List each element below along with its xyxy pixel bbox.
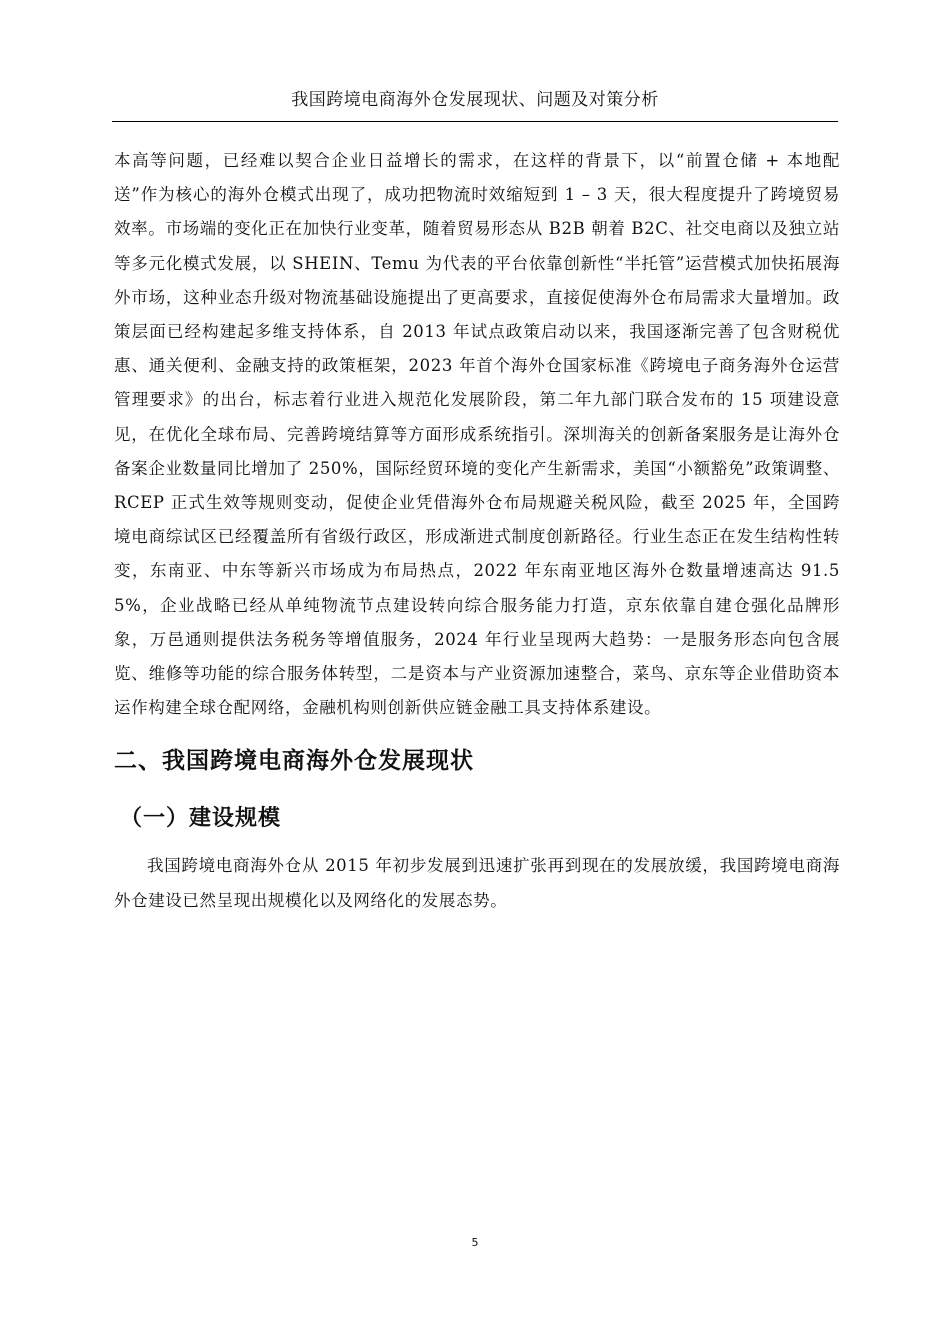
document-body xyxy=(114,144,840,918)
body-paragraph: 本高等问题，已经难以契合企业日益增长的需求，在这样的背景下，以“前置仓储 + 本地配送”作为核心的海外仓模式出现了，成功把物流时效缩短到 1 – 3 天，很大程度提升了跨境贸易效率。市场端的变化正在加快行业变革，随着贸易形态从 B2B 朝着 B2C、社交电商以及独立站等多元化模式发展，以 SHEIN、Temu 为代表的平台依靠创新性“半托管”运营模式加快拓展海外市场，这种业态升级对物流基础设施提出了更高要求，直接促使海外仓布局需求大量增加。政策层面已经构建起多维支持体系，自 2013 年试点政策启动以来，我国逐渐完善了包含财税优惠、通关便利、金融支持的政策框架，2023 年首个海外仓国家标准《跨境电子商务海外仓运营管理要求》的出台，标志着行业进入规范化发展阶段，第二年九部门联合发布的 15 项建设意见，在优化全球布局、完善跨境结算等方面形成系统指引。深圳海关的创新备案服务是让海外仓备案企业数量同比增加了 250%，国际经贸环境的变化产生新需求，美国“小额豁免”政策调整、RCEP 正式生效等规则变动，促使企业凭借海外仓布局规避关税风险，截至 2025 年，全国跨境电商综试区已经覆盖所有省级行政区，形成渐进式制度创新路径。行业生态正在发生结构性转变，东南亚、中东等新兴市场成为布局热点，2022 年东南亚地区海外仓数量增速高达 91.55%，企业战略已经从单纯物流节点建设转向综合服务能力打造，京东依靠自建仓强化品牌形象，万邑通则提供法务税务等增值服务，2024 年行业呈现两大趋势：一是服务形态向包含展览、维修等功能的综合服务体转型，二是资本与产业资源加速整合，菜鸟、京东等企业借助资本运作构建全球仓配网络，金融机构则创新供应链金融工具支持体系建设。 xyxy=(114,151,840,718)
running-header: 我国跨境电商海外仓发展现状、问题及对策分析 xyxy=(291,90,659,110)
header-divider xyxy=(112,121,838,122)
subsection-heading: （一）建设规模 xyxy=(120,806,282,832)
page-number: 5 xyxy=(471,1236,479,1249)
section-heading: 二、我国跨境电商海外仓发展现状 xyxy=(114,748,474,775)
body-paragraph: 我国跨境电商海外仓从 2015 年初步发展到迅速扩张再到现在的发展放缓，我国跨境电商海外仓建设已然呈现出规模化以及网络化的发展态势。 xyxy=(114,856,840,910)
